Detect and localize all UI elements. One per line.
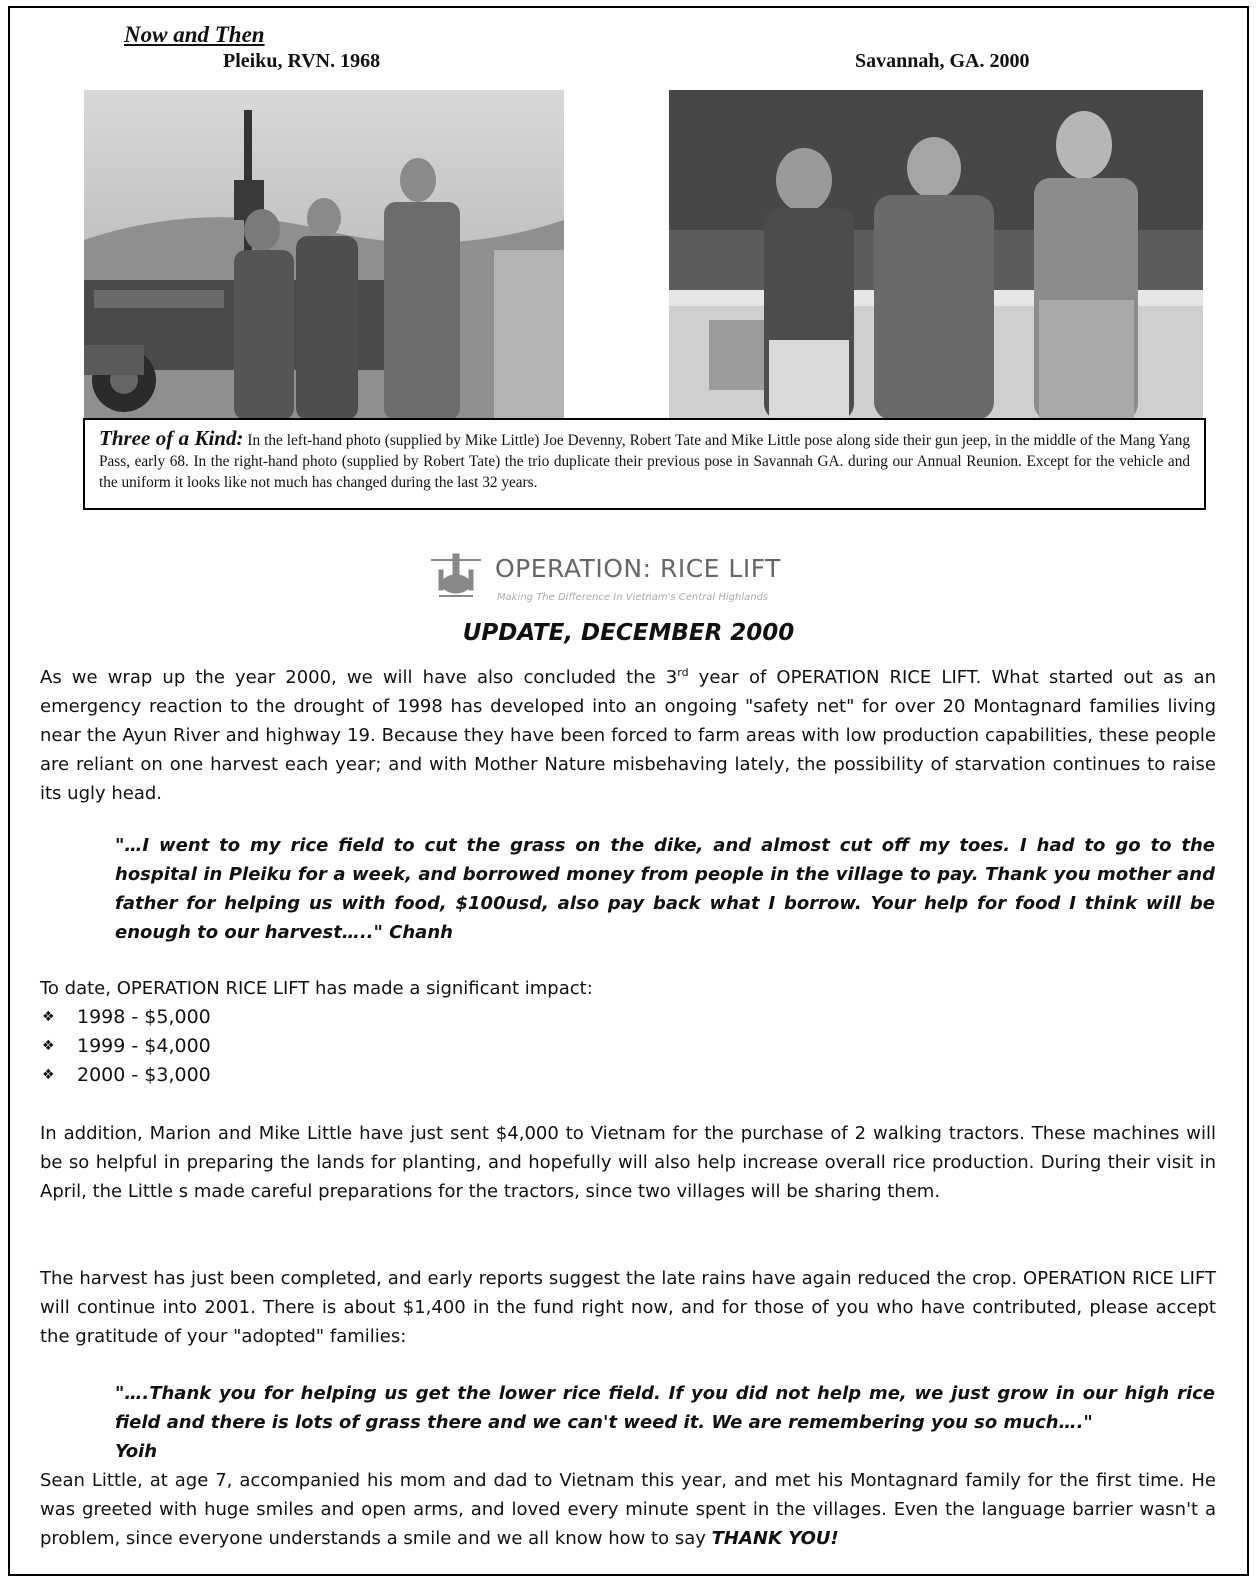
update-heading: UPDATE, DECEMBER 2000 (462, 620, 795, 646)
list-item (40, 1032, 211, 1061)
quote-yoih-signature: Yoih (115, 1441, 158, 1462)
tractors-paragraph: In addition, Marion and Mike Little have just sent $4,000 to Vietnam for the purchase of 2 walking tractors. These machines will be so helpful in preparing the lands for planting, and hopefully will also help increase overall rice production. During their visit in April, the Little s made careful preparations for the tractors, since two villages will be sharing them. (40, 1123, 1216, 1202)
harvest-paragraph: The harvest has just been completed, and early reports suggest the late rains have again reduced the crop. OPERATION RICE LIFT will continue into 2001. There is about $1,400 in the fund right now, and for those of you who have contributed, please accept the gratitude of your "adopted" families: (40, 1268, 1216, 1347)
contribution-value: 1998 - $5,000 (77, 1006, 211, 1028)
impact-intro: To date, OPERATION RICE LIFT has made a significant impact: (40, 978, 593, 999)
thank-you-text: THANK YOU! (711, 1528, 839, 1549)
quote-yoih: "….Thank you for helping us get the lower rice field. If you did not help me, we just grow in our high rice field and there is lots of grass there and we can't weed it. We are remembering you so much…." (115, 1383, 1215, 1433)
diamond-bullet-icon: ❖ (42, 1067, 55, 1083)
diamond-bullet-icon: ❖ (42, 1009, 55, 1025)
operation-rice-lift-logo (425, 548, 855, 614)
quote-chanh: "…I went to my rice field to cut the grass on the dike, and almost cut off my toes. I had to go to the hospital in Pleiku for a week, and borrowed money from people in the village to pay. Thank you mother and father for helping us with food, $100usd, also pay back what I borrow. Your help for food I think will be enough to our harvest….." Chanh (115, 835, 1215, 943)
newsletter-page (8, 6, 1249, 1576)
intro-paragraph (40, 658, 1216, 808)
photo-caption (83, 418, 1206, 510)
helicopter-emblem-icon (425, 548, 487, 610)
list-item (40, 1061, 211, 1090)
contribution-value: 1999 - $4,000 (77, 1035, 211, 1057)
intro-part-a: As we wrap up the year 2000, we will have also concluded the 3 (40, 667, 678, 688)
right-photo-label: Savannah, GA. 2000 (855, 50, 1030, 72)
logo-title: OPERATION: RICE LIFT (495, 554, 781, 583)
photo-2000 (669, 90, 1203, 420)
contributions-list (40, 1003, 211, 1090)
sean-text: Sean Little, at age 7, accompanied his mom and dad to Vietnam this year, and met his Montagnard family for the first time. He was greeted with huge smiles and open arms, and loved every minute spent in the villages. Even the language barrier wasn't a problem, since everyone understands a smile and we all know how to say (40, 1470, 1216, 1549)
sean-paragraph (40, 1466, 1216, 1553)
caption-lead: Three of a Kind: (99, 426, 244, 450)
caption-text: In the left-hand photo (supplied by Mike Little) Joe Devenny, Robert Tate and Mike Little pose along side their gun jeep, in the middle of the Mang Yang Pass, early 68. In the right-hand photo (supplied by Robert Tate) the trio duplicate their previous pose in Savannah GA. during our Annual Reunion. Except for the vehicle and the uniform it looks like not much has changed during the last 32 years. (99, 432, 1190, 491)
left-photo-label: Pleiku, RVN. 1968 (223, 50, 381, 72)
contribution-value: 2000 - $3,000 (77, 1064, 211, 1086)
photo-1968 (84, 90, 564, 420)
logo-subtitle: Making The Difference In Vietnam's Central Highlands (497, 592, 769, 603)
intro-part-b: year of OPERATION RICE LIFT. What started out as an emergency reaction to the drought of 1998 has developed into an ongoing "safety net" for over 20 Montagnard families living near the Ayun River and highway 19. Because they have been forced to farm areas with low production capabilities, these people are reliant on one harvest each year; and with Mother Nature misbehaving lately, the possibility of starvation continues to raise its ugly head. (40, 667, 1216, 804)
diamond-bullet-icon: ❖ (42, 1038, 55, 1054)
section-title: Now and Then (124, 22, 265, 47)
list-item (40, 1003, 211, 1032)
intro-superscript: rd (677, 666, 689, 679)
